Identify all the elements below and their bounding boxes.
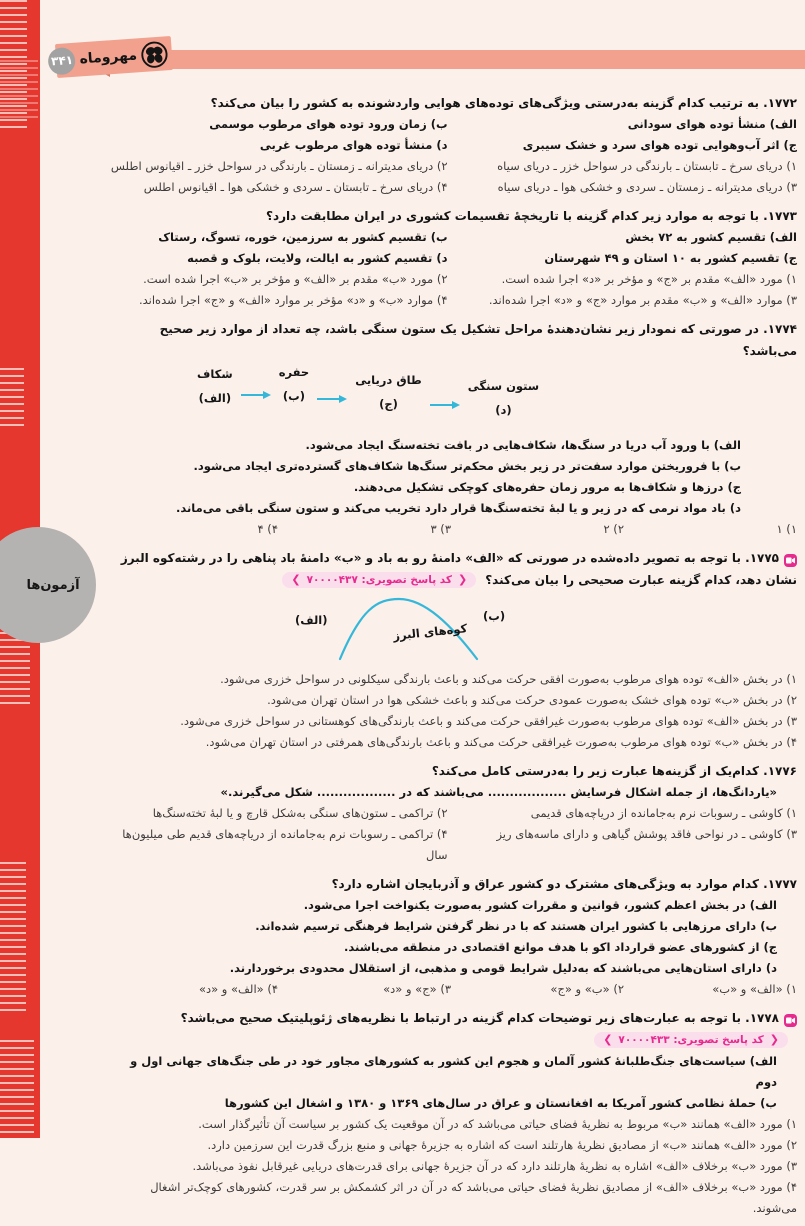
answers-row xyxy=(105,290,797,311)
flow-stage xyxy=(355,373,422,411)
flow-arrow-icon xyxy=(241,385,271,404)
flow-arrow-icon xyxy=(317,389,347,408)
question-title xyxy=(105,92,797,114)
question-number: ۱۷۷۵. xyxy=(740,551,779,565)
option-item: د) دارای استان‌هایی می‌باشند که به‌دلیل شرایط قومی و مذهبی، از استقلال محدودی برخوردارند. xyxy=(229,961,777,975)
question-text: کدام موارد به ویژگی‌های مشترک دو کشور عراق و آذربایجان اشاره دارد؟ xyxy=(331,877,759,891)
option-item: ب) حملهٔ نظامی کشور آمریکا به افغانستان و عراق در سال‌های ۱۳۶۹ و ۱۳۸۰ و اشغال این کشورها xyxy=(224,1096,777,1110)
option-item: الف) در بخش اعظم کشور، قوانین و مقررات کشور به‌صورت یکنواخت اجرا می‌شود. xyxy=(303,898,777,912)
answer-option: ۳) ۳ xyxy=(430,522,451,536)
answer-option: ۲) «ب» و «ج» xyxy=(550,982,624,996)
answer-option: ۲) تراکمی ـ ستون‌های سنگی به‌شکل قارچ و یا لبهٔ تخته‌سنگ‌ها xyxy=(152,806,448,820)
answer-option: ۳) موارد «الف» و «ب» مقدم بر موارد «ج» و «د» اجرا شده‌اند. xyxy=(488,293,797,307)
question-number: ۱۷۷۶. xyxy=(758,764,797,778)
answer-option: ۲) مورد «ب» مقدم بر «الف» و مؤخر بر «ب» اجرا شده است. xyxy=(143,272,448,286)
flow-stage-letter: (د) xyxy=(495,403,512,417)
sidebar-stripe-band xyxy=(0,1040,34,1138)
question-title xyxy=(105,873,797,895)
options-row xyxy=(105,114,797,135)
answer-option: ۱) مورد «الف» مقدم بر «ج» و مؤخر بر «د» اجرا شده است. xyxy=(501,272,797,286)
answers-row xyxy=(105,979,797,1000)
questions-list xyxy=(105,92,797,1226)
option-item: ج) درزها و شکاف‌ها به مرور زمان حفره‌های کوچکی تشکیل می‌دهند. xyxy=(353,480,741,494)
option-item: الف) تقسیم کشور به ۷۲ بخش xyxy=(625,230,797,244)
answer-option: ۴) ۴ xyxy=(257,522,278,536)
flow-stage-name: طاق دریایی xyxy=(355,373,422,387)
question-text: کدام‌یک از گزینه‌ها عبارت زیر را به‌درستی کامل می‌کند؟ xyxy=(431,764,759,778)
answer-option: ۳) مورد «ب» برخلاف «الف» اشاره به نظریهٔ هارتلند دارد که در آن جزیرهٔ جهانی برای قدرت‌های دریایی غیرقابل نفوذ می‌باشد. xyxy=(192,1159,797,1173)
sidebar-stripe-band xyxy=(0,60,38,120)
tab-azmoonha-label: آزمون‌ها xyxy=(26,577,80,593)
question-text: با توجه به موارد زیر کدام گزینه با تاریخچهٔ تقسیمات کشوری در ایران مطابقت دارد؟ xyxy=(265,209,759,223)
options-row xyxy=(105,248,797,269)
tab-azmoonha xyxy=(0,527,96,643)
answers-row xyxy=(105,177,797,198)
brand-name: مهروماه xyxy=(79,47,138,68)
question-block xyxy=(105,1007,797,1219)
question-block xyxy=(105,318,797,540)
question-title xyxy=(105,1007,797,1051)
answer-option: ۲) ۲ xyxy=(603,522,624,536)
question-title xyxy=(105,760,797,782)
answer-option: ۲) در بخش «ب» توده هوای خشک به‌صورت عمودی حرکت می‌کند و باعث خشکی هوا در استان تهران می‌شود. xyxy=(267,693,797,707)
option-item: د) منشأ توده هوای مرطوب غربی xyxy=(259,138,448,152)
option-item: ج) از کشورهای عضو قرارداد اکو با هدف موانع اقتصادی در منطقه می‌باشند. xyxy=(344,940,777,954)
answer-option: ۴) تراکمی ـ رسوبات نرم به‌جامانده از دریاچه‌های قدیم طی میلیون‌ها سال xyxy=(122,827,448,862)
badge-arrow-open-icon: ❮ xyxy=(457,573,468,586)
windward-label: (الف) xyxy=(295,613,328,627)
flow-stage xyxy=(468,379,539,417)
sidebar-stripe-band xyxy=(0,862,26,1014)
option-item: ب) زمان ورود توده هوای مرطوب موسمی xyxy=(209,117,448,131)
question-text: با توجه به عبارت‌های زیر توضیحات کدام گزینه در ارتباط با نظریه‌های ژئوپلیتیک صحیح می‌باشد؟ xyxy=(180,1011,741,1025)
answer-option: ۱) «الف» و «ب» xyxy=(712,982,797,996)
option-item: د) باد مواد نرمی که در زیر و یا لبهٔ تخته‌سنگ‌ها قرار دارد تخریب می‌کند و ستون سنگی باقی می‌ماند. xyxy=(175,501,741,515)
badge-arrow-open-icon: ❮ xyxy=(769,1033,779,1046)
video-answer-code-badge xyxy=(594,1032,788,1048)
flow-arrow-icon xyxy=(430,395,460,414)
badge-arrow-close-icon: ❯ xyxy=(291,573,301,586)
brand-plate xyxy=(50,36,173,78)
options-row xyxy=(105,135,797,156)
flow-stage xyxy=(279,365,310,403)
answers-row xyxy=(105,156,797,177)
badge-text: کد پاسخ تصویری: ۷۰۰۰۰۴۳۷ xyxy=(306,574,452,586)
question-number: ۱۷۷۳. xyxy=(758,209,797,223)
video-answer-icon xyxy=(784,1014,797,1027)
option-item: ب) با فروریختن موارد سفت‌تر در زیر بخش محکم‌تر سنگ‌ها شکاف‌های گسترده‌تری ایجاد می‌شود. xyxy=(193,459,741,473)
mountain-name-label: کوه‌های البرز xyxy=(392,621,468,643)
video-answer-icon xyxy=(784,554,797,567)
question-title xyxy=(105,547,797,591)
answer-option: ۴) «الف» و «د» xyxy=(198,982,278,996)
question-number: ۱۷۷۸. xyxy=(740,1011,779,1025)
butterfly-logo-icon xyxy=(140,40,169,69)
option-item: ب) دارای مرزهایی با کشور ایران هستند که با در نظر گرفتن شرایط فرهنگی ترسیم شده‌اند. xyxy=(255,919,777,933)
option-item: الف) با ورود آب دریا در سنگ‌ها، شکاف‌هایی در بافت تخته‌سنگ ایجاد می‌شود. xyxy=(305,438,741,452)
badge-arrow-close-icon: ❯ xyxy=(603,1033,613,1046)
answers-row xyxy=(105,269,797,290)
alborz-mountain-diagram xyxy=(105,593,797,663)
answer-option: ۳) در بخش «الف» توده هوای مرطوب به‌صورت غیرافقی حرکت می‌کند و باعث بارندگی‌های کوهستانی در سواحل خزری می‌شود. xyxy=(180,714,797,728)
answer-option: ۴) دریای سرخ ـ تابستان ـ سردی و خشکی هوا ـ اقیانوس اطلس xyxy=(143,180,448,194)
answer-option: ۴) موارد «ب» و «د» مؤخر بر موارد «الف» و «ج» اجرا شده‌اند. xyxy=(138,293,448,307)
badge-text: کد پاسخ تصویری: ۷۰۰۰۰۴۳۳ xyxy=(618,1034,764,1046)
question-title xyxy=(105,318,797,362)
options-row xyxy=(105,227,797,248)
flow-stage-name: حفره xyxy=(278,365,310,379)
question-number: ۱۷۷۷. xyxy=(758,877,797,891)
question-block xyxy=(105,92,797,198)
answers-row xyxy=(105,824,797,866)
sidebar-stripe-band xyxy=(0,368,24,430)
leeward-label: (ب) xyxy=(483,609,506,623)
stack-formation-flow-diagram xyxy=(105,365,797,429)
answer-option: ۱) کاوشی ـ رسوبات نرم به‌جامانده از دریاچه‌های قدیمی xyxy=(530,806,797,820)
flow-stage-letter: (الف) xyxy=(198,391,232,405)
answers-row xyxy=(105,803,797,824)
answer-option: ۴) مورد «ب» برخلاف «الف» از مصادیق نظریهٔ فضای حیاتی می‌باشد که در آن در اثر کشمکش بر سر قدرت، کشورهای کوچک‌تر اشغال می‌شوند. xyxy=(150,1180,797,1215)
flow-stage-name: ستون سنگی xyxy=(467,379,540,393)
video-answer-code-badge xyxy=(282,572,476,588)
option-item: الف) سیاست‌های جنگ‌طلبانهٔ کشور آلمان و هجوم این کشور به کشورهای مجاور خود در طی جنگ‌های جهانی اول و دوم xyxy=(130,1054,777,1089)
flow-stage-letter: (ج) xyxy=(379,397,398,411)
option-item: الف) منشأ توده هوای سودانی xyxy=(627,117,797,131)
answer-option: ۴) در بخش «ب» توده هوای مرطوب به‌صورت غیرافقی حرکت می‌کند و باعث بارندگی‌های همرفتی در استان تهران می‌شود. xyxy=(205,735,797,749)
answer-option: ۱) دریای سرخ ـ تابستان ـ بارندگی در سواحل خزر ـ دریای سیاه xyxy=(497,159,797,173)
question-block xyxy=(105,205,797,311)
flow-stage xyxy=(197,367,233,405)
option-item: «یاردانگ‌ها، از جمله اشکال فرسایش .................. می‌باشند که در .................. شکل می‌گیرند.» xyxy=(220,785,777,799)
answer-option: ۱) در بخش «الف» توده هوای مرطوب به‌صورت افقی حرکت می‌کند و باعث بارندگی سیکلونی در سواحل خزری می‌شود. xyxy=(220,672,797,686)
answer-option: ۳) کاوشی ـ در نواحی فاقد پوشش گیاهی و دارای ماسه‌های ریز xyxy=(496,827,797,841)
header-ribbon xyxy=(96,50,805,69)
flow-stage-letter: (ب) xyxy=(282,389,305,403)
answer-option: ۳) «ج» و «د» xyxy=(383,982,451,996)
page-number-badge: ۳۴۱ xyxy=(48,46,77,75)
question-title xyxy=(105,205,797,227)
question-block xyxy=(105,547,797,753)
option-item: ب) تقسیم کشور به سرزمین، خوره، تسوگ، رستاک xyxy=(158,230,448,244)
answers-row xyxy=(105,519,797,540)
question-block xyxy=(105,873,797,1000)
flow-stage-name: شکاف xyxy=(197,367,233,381)
question-text: در صورتی که نمودار زیر نشان‌دهندهٔ مراحل تشکیل یک ستون سنگی باشد، چه تعداد از موارد زیر صحیح می‌باشد؟ xyxy=(159,322,797,358)
answer-option: ۱) ۱ xyxy=(776,522,797,536)
question-number: ۱۷۷۴. xyxy=(758,322,797,336)
answer-option: ۳) دریای مدیترانه ـ زمستان ـ سردی و خشکی هوا ـ دریای سیاه xyxy=(497,180,797,194)
option-item: ج) اثر آب‌وهوایی توده هوای سرد و خشک سیبری xyxy=(522,138,797,152)
question-block xyxy=(105,760,797,866)
answer-option: ۱) مورد «الف» همانند «ب» مربوط به نظریهٔ فضای حیاتی می‌باشد که در آن موقعیت یک کشور بر سیاست آن تأثیرگذار است. xyxy=(198,1117,797,1131)
option-item: ج) تقسیم کشور به ۱۰ استان و ۴۹ شهرستان xyxy=(544,251,797,265)
option-item: د) تقسیم کشور به ایالت، ولایت، بلوک و قصبه xyxy=(187,251,448,265)
question-number: ۱۷۷۲. xyxy=(758,96,797,110)
question-text: به ترتیب کدام گزینه به‌درستی ویژگی‌های توده‌های هوایی واردشونده به کشور را بیان می‌کند؟ xyxy=(210,96,759,110)
question-text: با توجه به تصویر داده‌شده در صورتی که «الف» دامنهٔ رو به باد و «ب» دامنهٔ باد پناهی را در رشته‌کوه البرز نشان دهد، کدام گزینه عبارت صحیحی را بیان می‌کند؟ xyxy=(120,551,797,587)
answer-option: ۲) مورد «الف» همانند «ب» از مصادیق نظریهٔ هارتلند است که اشاره به جزیرهٔ جهانی و منبع بزرگ قدرت این سرزمین دارد. xyxy=(207,1138,797,1152)
answer-option: ۲) دریای مدیترانه ـ زمستان ـ بارندگی در سواحل خزر ـ اقیانوس اطلس xyxy=(110,159,448,173)
